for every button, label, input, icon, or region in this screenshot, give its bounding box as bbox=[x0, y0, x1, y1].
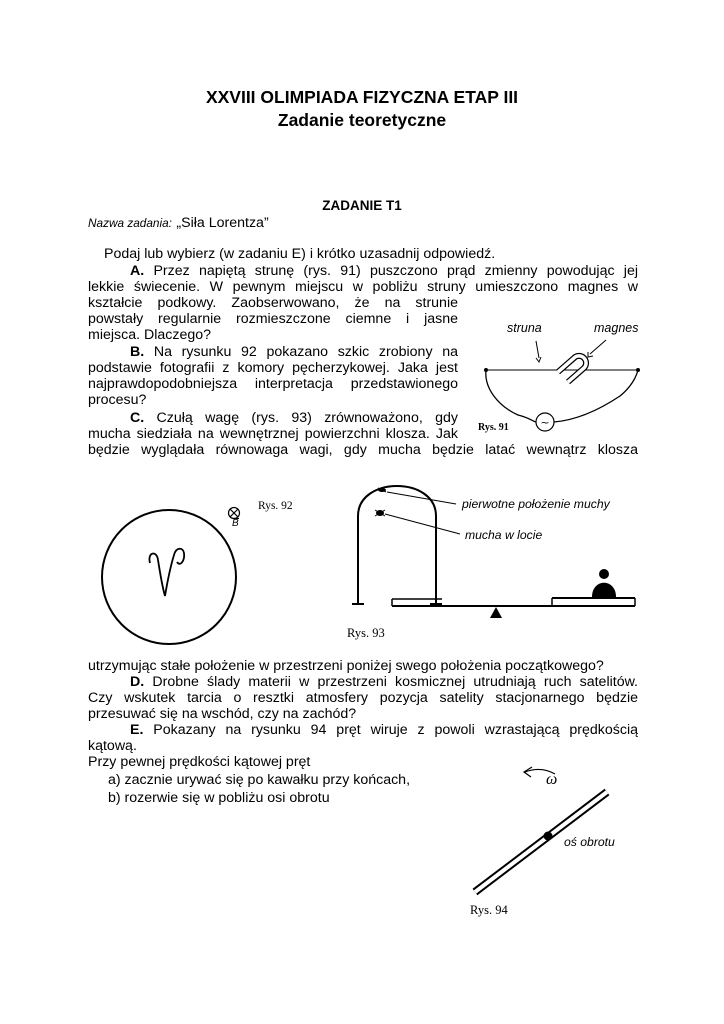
horseshoe-magnet-icon bbox=[558, 356, 586, 382]
part-c-line-4: utrzymując stałe położenie w przestrzeni poniżej swego położenia początkowego? bbox=[88, 658, 604, 674]
fig94-axis-label: oś obrotu bbox=[564, 835, 615, 849]
fig93-flying-label: mucha w locie bbox=[465, 528, 543, 542]
part-c-line-3: będzie wyglądała równowaga wagi, gdy mucha będzie latać wewnątrz klosza bbox=[88, 442, 638, 458]
task-name-value: „Siła Lorentza” bbox=[176, 215, 269, 231]
figure-92 bbox=[100, 500, 300, 640]
fig92-caption: Rys. 92 bbox=[258, 500, 293, 512]
part-e-line-3: Przy pewnej prędkości kątowej pręt bbox=[88, 754, 311, 770]
document-subtitle: Zadanie teoretyczne bbox=[277, 110, 447, 130]
part-d-text-1: Drobne ślady materii w przestrzeni kosmicznej utrudniają ruch satelitów. bbox=[152, 674, 638, 690]
part-e-letter: E. bbox=[130, 722, 144, 738]
part-b-letter: B. bbox=[130, 344, 145, 360]
part-e-line-1 bbox=[130, 722, 638, 738]
part-b-line-4: procesu? bbox=[88, 392, 147, 408]
fig91-caption: Rys. 91 bbox=[478, 422, 509, 433]
option-b: b) rozerwie się w pobliżu osi obrotu bbox=[108, 790, 330, 806]
ac-source-icon: ~ bbox=[540, 416, 550, 429]
part-a-line-1 bbox=[130, 263, 638, 279]
part-e-line-2: kątową. bbox=[88, 738, 137, 754]
part-b-line-2: podstawie fotografii z komory pęcherzykowej. Jaka jest bbox=[88, 360, 458, 376]
option-a: a) zacznie urywać się po kawałku przy końcach, bbox=[108, 772, 411, 788]
part-a-line-5: miejsca. Dlaczego? bbox=[88, 327, 212, 343]
fig91-string-label: struna bbox=[507, 321, 542, 335]
part-d-line-3: przesuwać się na wschód, czy na zachód? bbox=[88, 706, 357, 722]
part-b-text-1: Na rysunku 92 pokazano szkic zrobiony na bbox=[153, 344, 458, 360]
part-a-letter: A. bbox=[130, 263, 145, 279]
document-title: XXVIII OLIMPIADA FIZYCZNA ETAP III bbox=[205, 87, 519, 107]
fly-flying-icon bbox=[375, 510, 385, 516]
weight-icon bbox=[592, 569, 616, 597]
fulcrum-icon bbox=[490, 607, 502, 618]
part-c-line-1 bbox=[130, 410, 458, 426]
omega-symbol: ω bbox=[546, 771, 558, 788]
fig93-caption: Rys. 93 bbox=[347, 626, 385, 640]
part-e-text-1: Pokazany na rysunku 94 pręt wiruje z powoli wzrastającą prędkością bbox=[153, 722, 638, 738]
part-a-text-1: Przez napiętą strunę (rys. 91) puszczono prąd zmienny powodując jej bbox=[153, 263, 638, 279]
task-name-label: Nazwa zadania: bbox=[88, 216, 172, 230]
part-c-line-2: mucha siedziała na wewnętrznej powierzchni klosza. Jak bbox=[88, 426, 458, 442]
task-name-row bbox=[88, 214, 269, 232]
task-heading: ZADANIE T1 bbox=[322, 198, 402, 213]
part-d-line-2: Czy wskutek tarcia o resztki atmosfery pozycja satelity stacjonarnego będzie bbox=[88, 690, 638, 706]
part-d-line-1 bbox=[130, 674, 638, 690]
part-c-letter: C. bbox=[130, 410, 145, 426]
figure-91 bbox=[470, 318, 645, 438]
part-a-line-2: lekkie świecenie. W pewnym miejscu w pobliżu struny umieszczono magnes w bbox=[88, 279, 638, 295]
intro-text: Podaj lub wybierz (w zadaniu E) i krótko uzasadnij odpowiedź. bbox=[104, 246, 496, 262]
fig92-field-label: B bbox=[232, 518, 239, 529]
fig94-caption: Rys. 94 bbox=[470, 903, 508, 917]
rotation-axis-point bbox=[544, 832, 553, 841]
part-c-text-1: Czułą wagę (rys. 93) zrównoważono, gdy bbox=[156, 410, 458, 426]
part-d-letter: D. bbox=[130, 674, 145, 690]
fig93-initial-position-label: pierwotne położenie muchy bbox=[462, 497, 610, 511]
magnetic-field-into-page-icon bbox=[229, 508, 240, 519]
fly-resting-icon bbox=[378, 488, 386, 492]
part-a-line-4: powstały regularnie rozmieszczone ciemne i jasne bbox=[88, 311, 458, 327]
part-b-line-1 bbox=[130, 344, 458, 360]
vector-arrow-icon bbox=[233, 518, 239, 519]
part-b-line-3: najprawdopodobniejsza interpretacja przedstawionego bbox=[88, 376, 458, 392]
fig91-magnet-label: magnes bbox=[594, 321, 639, 335]
part-a-line-3: kształcie podkowy. Zaobserwowano, że na strunie bbox=[88, 295, 458, 311]
